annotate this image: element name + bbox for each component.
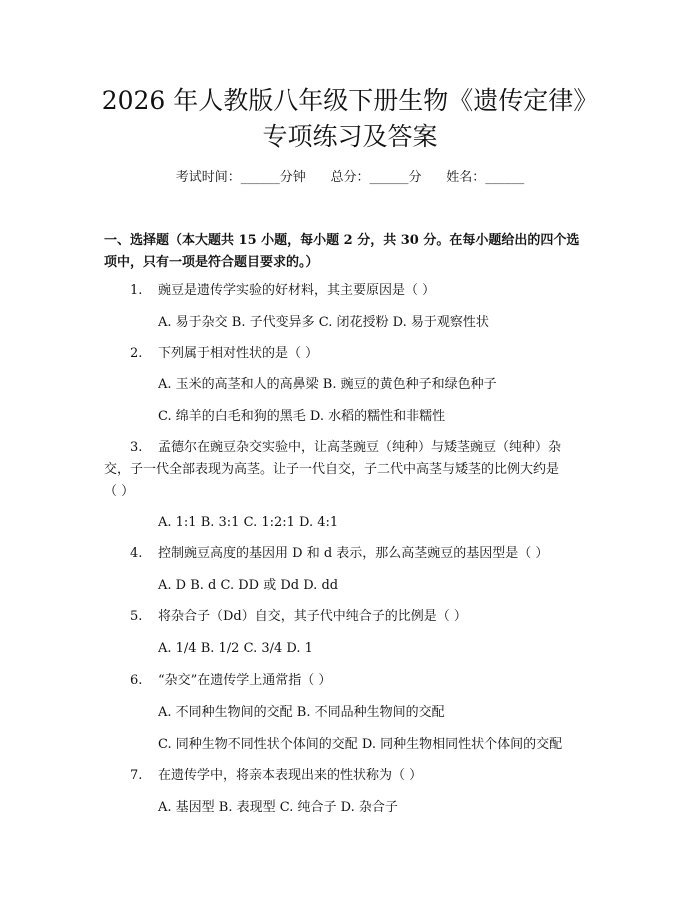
section-heading-line-1: 一、选择题（本大题共 15 小题，每小题 2 分，共 30 分。在每小题给出的四个选 bbox=[104, 233, 580, 248]
question-stem: 下列属于相对性状的是（ ） bbox=[158, 346, 319, 361]
question-7 bbox=[130, 765, 590, 787]
question-3-stem-line-3: （ ） bbox=[104, 484, 135, 499]
question-2-options-row-1: A. 玉米的高茎和人的高鼻梁 B. 豌豆的黄色种子和绿色种子 bbox=[158, 377, 497, 392]
question-6-options-row-2: C. 同种生物不同性状个体间的交配 D. 同种生物相同性状个体间的交配 bbox=[158, 737, 563, 752]
question-3 bbox=[130, 437, 590, 459]
question-stem-line-1: 孟德尔在豌豆杂交实验中，让高茎豌豆（纯种）与矮茎豌豆（纯种）杂 bbox=[158, 440, 562, 455]
section-heading-line-2: 项中，只有一项是符合题目要求的。） bbox=[104, 255, 319, 270]
question-stem: 将杂合子（Dd）自交，其子代中纯合子的比例是（ ） bbox=[158, 609, 467, 624]
question-5-options: A. 1/4 B. 1/2 C. 3/4 D. 1 bbox=[158, 641, 313, 656]
question-4 bbox=[130, 543, 590, 565]
question-3-stem-line-2: 交，子一代全部表现为高茎。让子一代自交，子二代中高茎与矮茎的比例大约是 bbox=[104, 462, 560, 477]
question-2-options-row-2: C. 绵羊的白毛和狗的黑毛 D. 水稻的糯性和非糯性 bbox=[158, 409, 446, 424]
question-6 bbox=[130, 670, 590, 692]
question-2 bbox=[130, 343, 590, 365]
question-5 bbox=[130, 606, 590, 628]
question-number: 4. bbox=[130, 546, 143, 561]
question-7-options: A. 基因型 B. 表现型 C. 纯合子 D. 杂合子 bbox=[158, 800, 398, 815]
document-title-line-2: 专项练习及答案 bbox=[262, 122, 438, 151]
question-stem: 豌豆是遗传学实验的好材料，其主要原因是（ ） bbox=[158, 283, 436, 298]
question-number: 1. bbox=[130, 283, 143, 298]
question-stem: 在遗传学中，将亲本表现出来的性状称为（ ） bbox=[158, 768, 423, 783]
question-1 bbox=[130, 280, 590, 302]
document-title-line-1: 2026 年人教版八年级下册生物《遗传定律》 bbox=[101, 86, 599, 115]
question-stem: “杂交”在遗传学上通常指（ ） bbox=[158, 673, 332, 688]
exam-info-line: 考试时间：______分钟 总分：______分 姓名：______ bbox=[175, 170, 525, 185]
question-3-options: A. 1:1 B. 3:1 C. 1:2:1 D. 4:1 bbox=[158, 515, 339, 530]
question-number: 2. bbox=[130, 346, 143, 361]
question-stem: 控制豌豆高度的基因用 D 和 d 表示，那么高茎豌豆的基因型是（ ） bbox=[158, 546, 549, 561]
question-number: 5. bbox=[130, 609, 143, 624]
question-number: 7. bbox=[130, 768, 143, 783]
question-1-options: A. 易于杂交 B. 子代变异多 C. 闭花授粉 D. 易于观察性状 bbox=[158, 315, 489, 330]
question-number: 6. bbox=[130, 673, 143, 688]
question-6-options-row-1: A. 不同种生物间的交配 B. 不同品种生物间的交配 bbox=[158, 705, 445, 720]
question-4-options: A. D B. d C. DD 或 Dd D. dd bbox=[158, 578, 339, 593]
question-number: 3. bbox=[130, 440, 143, 455]
